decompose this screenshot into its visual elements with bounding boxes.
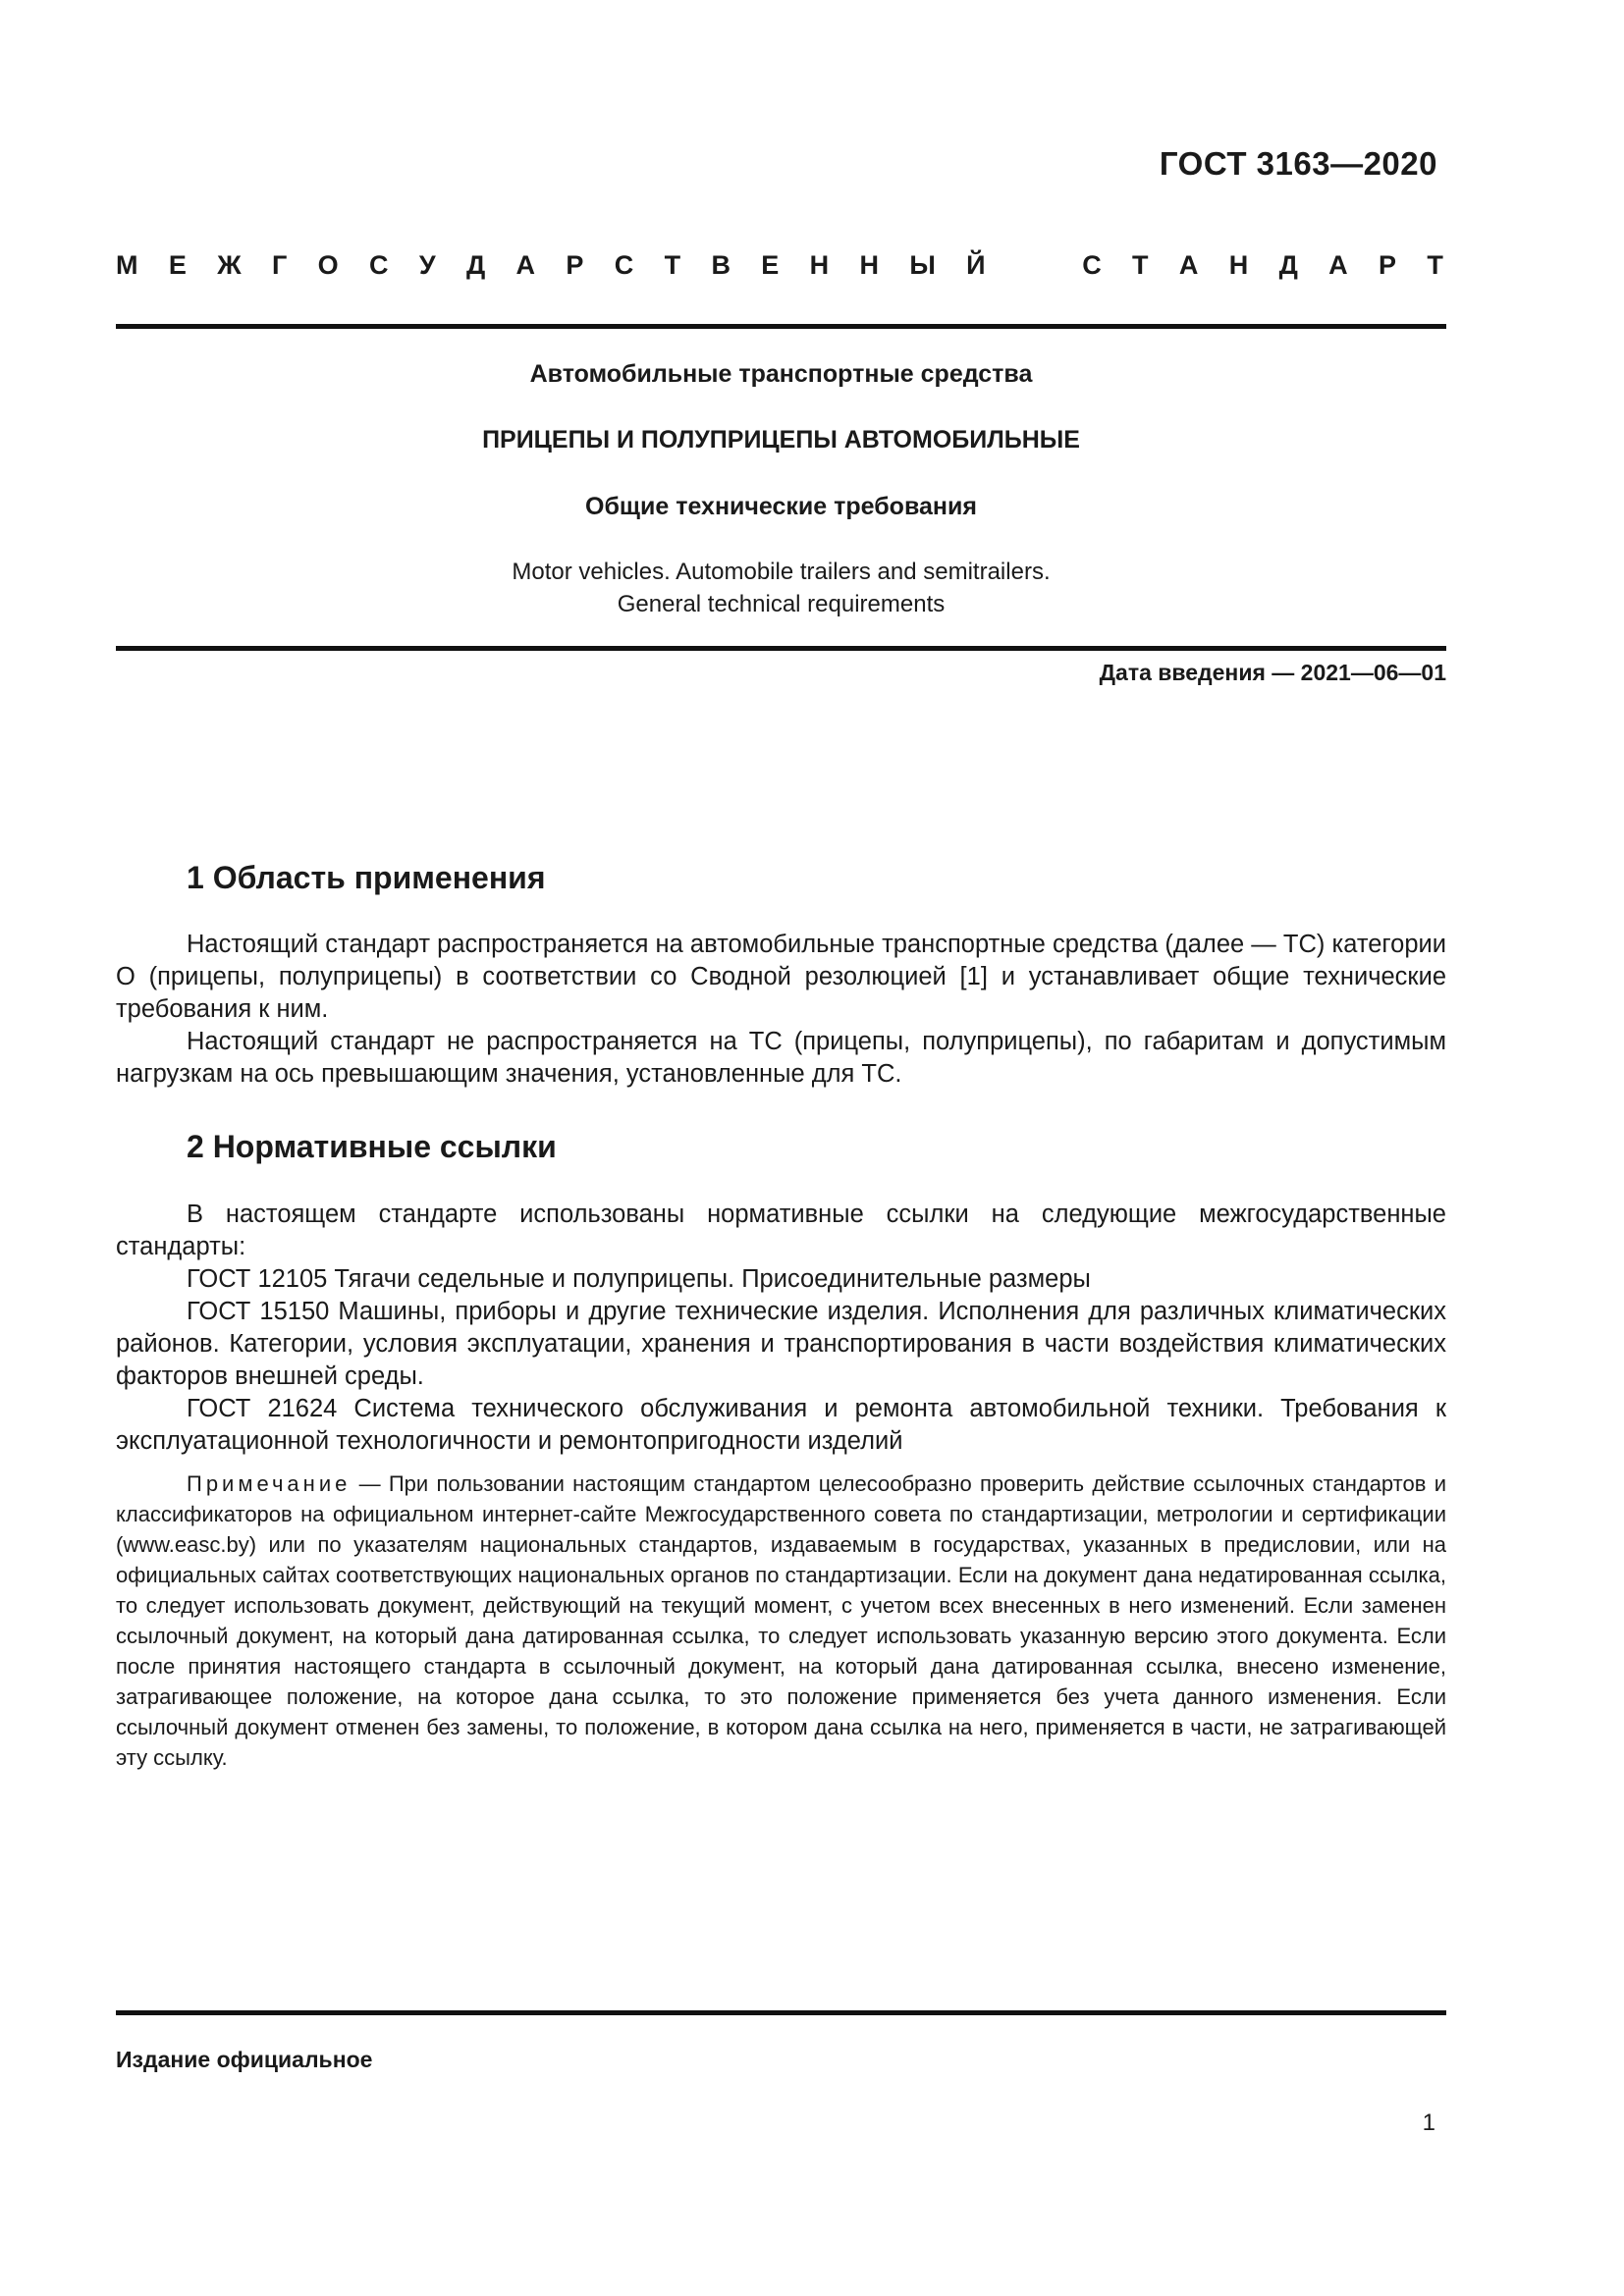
english-title: [116, 556, 1446, 620]
reference-gost-12105: ГОСТ 12105 Тягачи седельные и полуприцепы. Присоединительные размеры: [187, 1265, 1091, 1293]
section-2-heading: 2 Нормативные ссылки: [187, 1129, 557, 1164]
title-line-2: ПРИЦЕПЫ И ПОЛУПРИЦЕПЫ АВТОМОБИЛЬНЫЕ: [482, 426, 1080, 454]
english-title-line-2: General technical requirements: [617, 591, 946, 617]
document-number: ГОСТ 3163—2020: [1159, 145, 1437, 182]
banner-letter: А: [1328, 250, 1348, 280]
banner-letter: Н: [809, 250, 830, 280]
banner-letter: С: [1082, 250, 1102, 280]
banner-letter: Ы: [909, 250, 936, 280]
section-1-paragraph-2: Настоящий стандарт не распространяется на ТС (прицепы, полуприцепы), по габаритам и допустимым нагрузкам на ось превышающим значения, установленные для ТС.: [116, 1028, 1446, 1088]
section-2-paragraph-1: В настоящем стандарте использованы нормативные ссылки на следующие межгосударственные стандарты:: [116, 1201, 1446, 1260]
interstate-standard-banner: [116, 250, 1443, 281]
banner-letter: Е: [168, 250, 187, 280]
banner-letter: А: [1178, 250, 1199, 280]
title-line-3: Общие технические требования: [585, 493, 977, 520]
banner-letter: С: [368, 250, 389, 280]
banner-letter: Й: [966, 250, 986, 280]
banner-letter: Д: [1278, 250, 1298, 280]
banner-letter: Р: [1379, 250, 1397, 280]
section-2: [116, 1129, 1446, 1773]
title-line-1: Автомобильные транспортные средства: [529, 360, 1033, 388]
banner-letter: Т: [1132, 250, 1149, 280]
section-1: [116, 860, 1446, 1091]
banner-letter: Р: [566, 250, 584, 280]
banner-letter: Т: [664, 250, 681, 280]
top-divider: [116, 324, 1446, 329]
banner-letter: О: [317, 250, 339, 280]
banner-letter: Ж: [217, 250, 242, 280]
banner-letter: Д: [465, 250, 486, 280]
banner-letter: Н: [859, 250, 879, 280]
banner-letter: С: [614, 250, 634, 280]
note-paragraph: [116, 1468, 1446, 1773]
banner-letter: Т: [1427, 250, 1443, 280]
banner-letter: А: [515, 250, 536, 280]
banner-letter: Е: [761, 250, 780, 280]
banner-word-gap: [1016, 250, 1052, 281]
banner-letter: Н: [1228, 250, 1249, 280]
banner-letter: М: [116, 250, 138, 280]
reference-gost-15150: ГОСТ 15150 Машины, приборы и другие технические изделия. Исполнения для различных климатических районов. Категории, условия эксплуатации, хранения и транспортирования в части воздействия климатических факторов внешней среды.: [116, 1298, 1446, 1390]
note-text: — При пользовании настоящим стандартом целесообразно проверить действие ссылочных стандартов и классификаторов на официальном интернет-сайте Межгосударственного совета по стандартизации, метрологии и сертификации (www.easc.by) или по указателям национальных стандартов, издаваемым в государствах, указанных в предисловии, или на официальных сайтах соответствующих национальных органов по стандартизации. Если на документ дана недатированная ссылка, то следует использовать документ, действующий на текущий момент, с учетом всех внесенных в него изменений. Если заменен ссылочный документ, на который дана датированная ссылка, то следует использовать указанную версию этого документа. Если после принятия настоящего стандарта в ссылочный документ, на который дана датированная ссылка, внесено изменение, затрагивающее положение, на которое дана ссылка, то это положение применяется без учета данного изменения. Если ссылочный документ отменен без замены, то положение, в котором дана ссылка на него, применяется в части, не затрагивающей эту ссылку.: [116, 1471, 1446, 1770]
official-edition-label: Издание официальное: [116, 2047, 373, 2072]
introduction-date: Дата введения — 2021—06—01: [1099, 660, 1446, 685]
english-title-line-1: Motor vehicles. Automobile trailers and semitrailers.: [512, 559, 1051, 585]
reference-gost-21624: ГОСТ 21624 Система технического обслуживания и ремонта автомобильной техники. Требования к эксплуатационной технологичности и ремонтопригодности изделий: [116, 1395, 1446, 1455]
footer-divider: [116, 2010, 1446, 2015]
note-label: Примечание: [187, 1471, 352, 1496]
section-1-heading: 1 Область применения: [187, 860, 546, 895]
banner-letter: Г: [271, 250, 288, 280]
banner-letter: У: [418, 250, 436, 280]
page-number: 1: [1422, 2109, 1435, 2136]
banner-letter: В: [711, 250, 731, 280]
title-divider: [116, 646, 1446, 651]
section-1-paragraph-1: Настоящий стандарт распространяется на автомобильные транспортные средства (далее — ТС) категории О (прицепы, полуприцепы) в соответствии со Сводной резолюцией [1] и устанавливает общие технические требования к ним.: [116, 931, 1446, 1023]
